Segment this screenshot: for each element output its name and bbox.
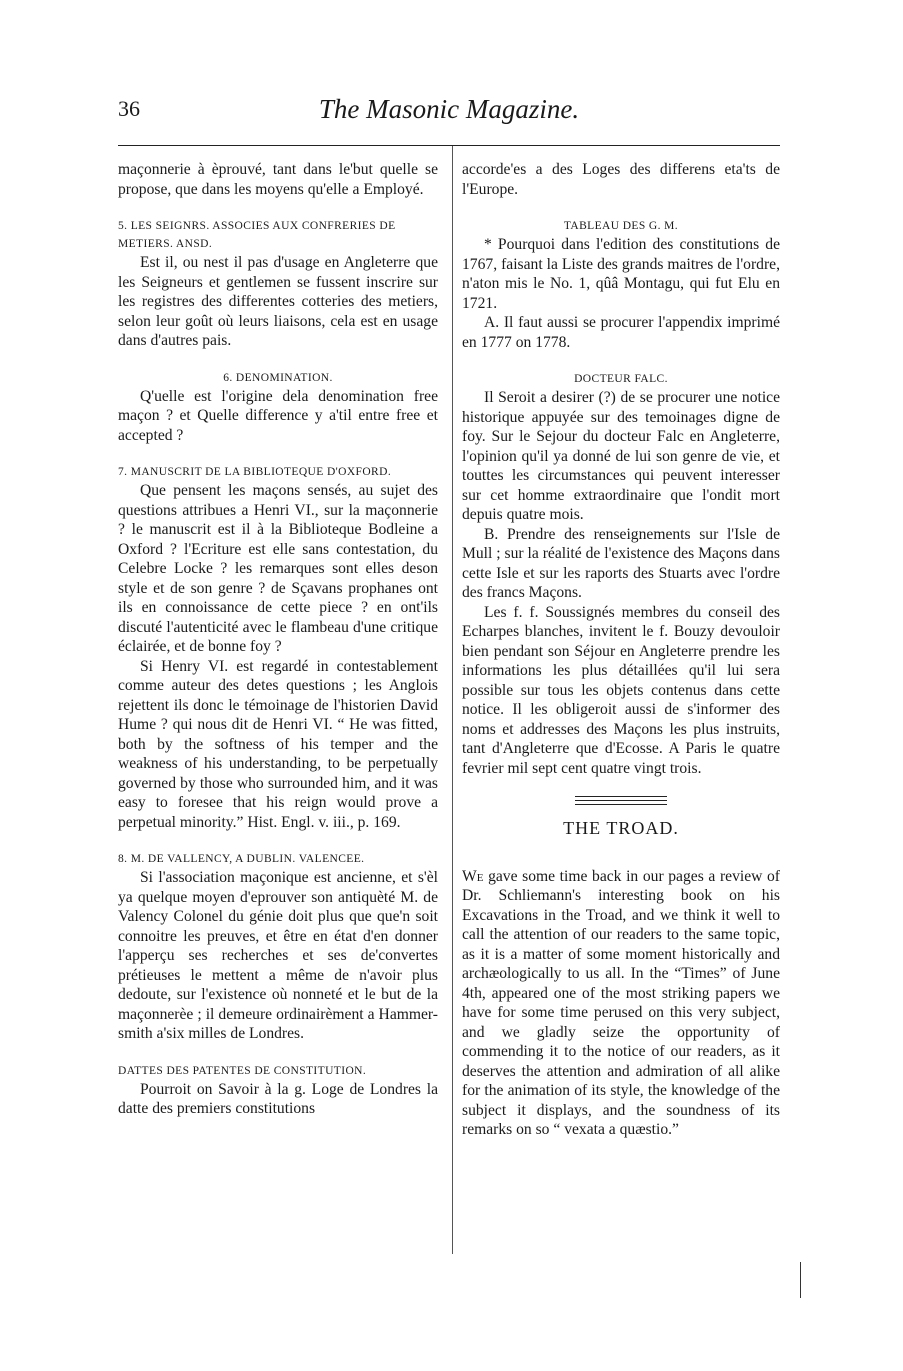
section-heading-5: 5. LES SEIGNRS. ASSOCIES AUX CONFRERIES DE METIERS. ANSD. bbox=[118, 220, 396, 250]
paragraph-continued-right: accorde'es a des Loges des differens eta'ts de l'Europe. bbox=[462, 161, 780, 198]
paragraph-5: Est il, ou nest il pas d'usage en Angleterre que les Seigneurs et gentlemen se fussent inscrire sur les registres des differentes cotteries des metiers, selon leur goût où leurs liaisons, cela est en usage dans d'autres pais. bbox=[118, 254, 438, 349]
paragraph-continued: maçonnerie à èprouvé, tant dans le'but quelle se propose, que dans les moyens qu'elle a Employé. bbox=[118, 161, 438, 198]
troad-first-word: We bbox=[462, 867, 484, 885]
section-heading-9: DATTES DES PATENTES DE CONSTITUTION. bbox=[118, 1064, 367, 1077]
paragraph-11a: Il Seroit a desirer (?) de se procurer une notice historique appuyée sur des temoinages digne de foy. Sur le Sejour du docteur Falc en Angleterre, l'opinion qu'il ya donné de lui son genre de vie, et touttes les circumstances qui peuvent interesser sur cet homme extraordinaire que l'ondit mort depuis quatre mois. bbox=[462, 389, 780, 523]
section-heading-6: 6. DENOMINATION. bbox=[223, 371, 333, 384]
page-number: 36 bbox=[118, 96, 140, 121]
paragraph-10b: A. Il faut aussi se procurer l'appendix imprimé en 1777 on 1778. bbox=[462, 314, 780, 351]
paragraph-11b: B. Prendre des renseignements sur l'Isle de Mull ; sur la réalité de l'existence des Maçons dans cette Isle et sur les raports des Stuarts avec l'ordre des francs Maçons. bbox=[462, 525, 780, 601]
section-heading-10: TABLEAU DES G. M. bbox=[563, 220, 679, 232]
paragraph-10a: * Pourquoi dans l'edition des constitutions de 1767, faisant la Liste des grands maitres de l'ordre, n'aton mis le No. 1, qûâ Montagu, qui fut Elu en 1721. bbox=[462, 236, 780, 312]
header-rule bbox=[118, 145, 780, 146]
margin-mark bbox=[800, 1262, 801, 1298]
paragraph-7b: Si Henry VI. est regardé in contestablement comme auteur des detes questions ; les Anglois rejettent ils donc le témoinage de l'historien David Hume ? qui nous dit de Henri VI. “ He was fitted, both by the softness of his temper and the weakness of his understanding, to be perpetually governed by those who surrounded him, and it was easy to foresee that his reign would prove a perpetual minority.” Hist. Engl. v. iii., p. 169. bbox=[118, 657, 438, 831]
paragraph-8: Si l'association maçonique est ancienne, et s'èl ya quelque moyen d'eprouver son antiquèté M. de Valency Colonel du génie doit plus que que'n soit connoitre les preuves, et être en état d'en donner l'apperçu ses recherches et ses de'convertes prétieuses le mettent a même de n'avoir plus dedoute, sur l'existence où nonneté et le but de la maçonnerèe ; il demeure ordinairèment a Hammer-smith a'six milles de Londres. bbox=[118, 869, 438, 1042]
troad-paragraph-text: gave some time back in our pages a review of Dr. Schliemann's interesting book on his Excavations in the Troad, and we think it well to call the attention of our readers to the same topic, as it is a matter of some moment historically and archæologically to us all. In the “Times” of June 4th, appeared one of the most striking papers we have for some time perused on this very subject, and we gladly seize the opportunity of commending it to the notice of our readers, as it deserves the attention and admiration of all alike for the animation of its style, the knowledge of the subject it displays, and the soundness of its remarks on so “ vexata a quæstio.” bbox=[462, 867, 780, 1138]
paragraph-7a: Que pensent les maçons sensés, au sujet des questions attribues a Henri VI., sur la maçonnerie ? le manuscrit est il à la Biblioteque Bodleine a Oxford ? l'Ecriture est elle sans contestation, du Celebre Locke ? les remarques sont elles deson style et de son genre ? de Sçavans prophanes ont ils en connoissance de cette piece ? en ont'ils discuté l'autenticité avec le flambeau d'une critique éclairée, et de bonne foy ? bbox=[118, 482, 438, 655]
article-title: THE TROAD. bbox=[563, 818, 679, 838]
page-header bbox=[118, 92, 780, 132]
paragraph-6: Q'uelle est l'origine dela denomination free maçon ? et Quelle difference y a'til entre free et accepted ? bbox=[118, 387, 438, 444]
left-column bbox=[118, 160, 438, 1119]
column-divider bbox=[452, 146, 453, 1254]
article-separator-rule bbox=[575, 796, 667, 805]
section-heading-8: 8. M. DE VALLENCY, A DUBLIN. VALENCEE. bbox=[118, 853, 365, 865]
running-title: The Masonic Magazine. bbox=[318, 94, 580, 124]
section-heading-11: DOCTEUR FALC. bbox=[574, 373, 668, 385]
paragraph-9: Pourroit on Savoir à la g. Loge de Londres la datte des premiers constitutions bbox=[118, 1080, 438, 1117]
paragraph-11c: Les f. f. Soussignés membres du conseil des Echarpes blanches, invitent le f. Bouzy devouloir bien pendant son Séjour en Angleterre prendre les informations les plus détaillées qu'il lui sera possible sur tous les objets contenus dans cette notice. Il les obligeroit aussi de s'informer des noms et addresses des Maçons les plus instruits, tant d'Angleterre que d'Ecosse. A Paris le quatre fevrier mil sept cent quatre vingt trois. bbox=[462, 603, 780, 777]
troad-paragraph bbox=[462, 867, 780, 1140]
section-heading-7: 7. MANUSCRIT DE LA BIBLIOTEQUE D'OXFORD. bbox=[118, 466, 392, 478]
right-column bbox=[462, 160, 780, 1140]
